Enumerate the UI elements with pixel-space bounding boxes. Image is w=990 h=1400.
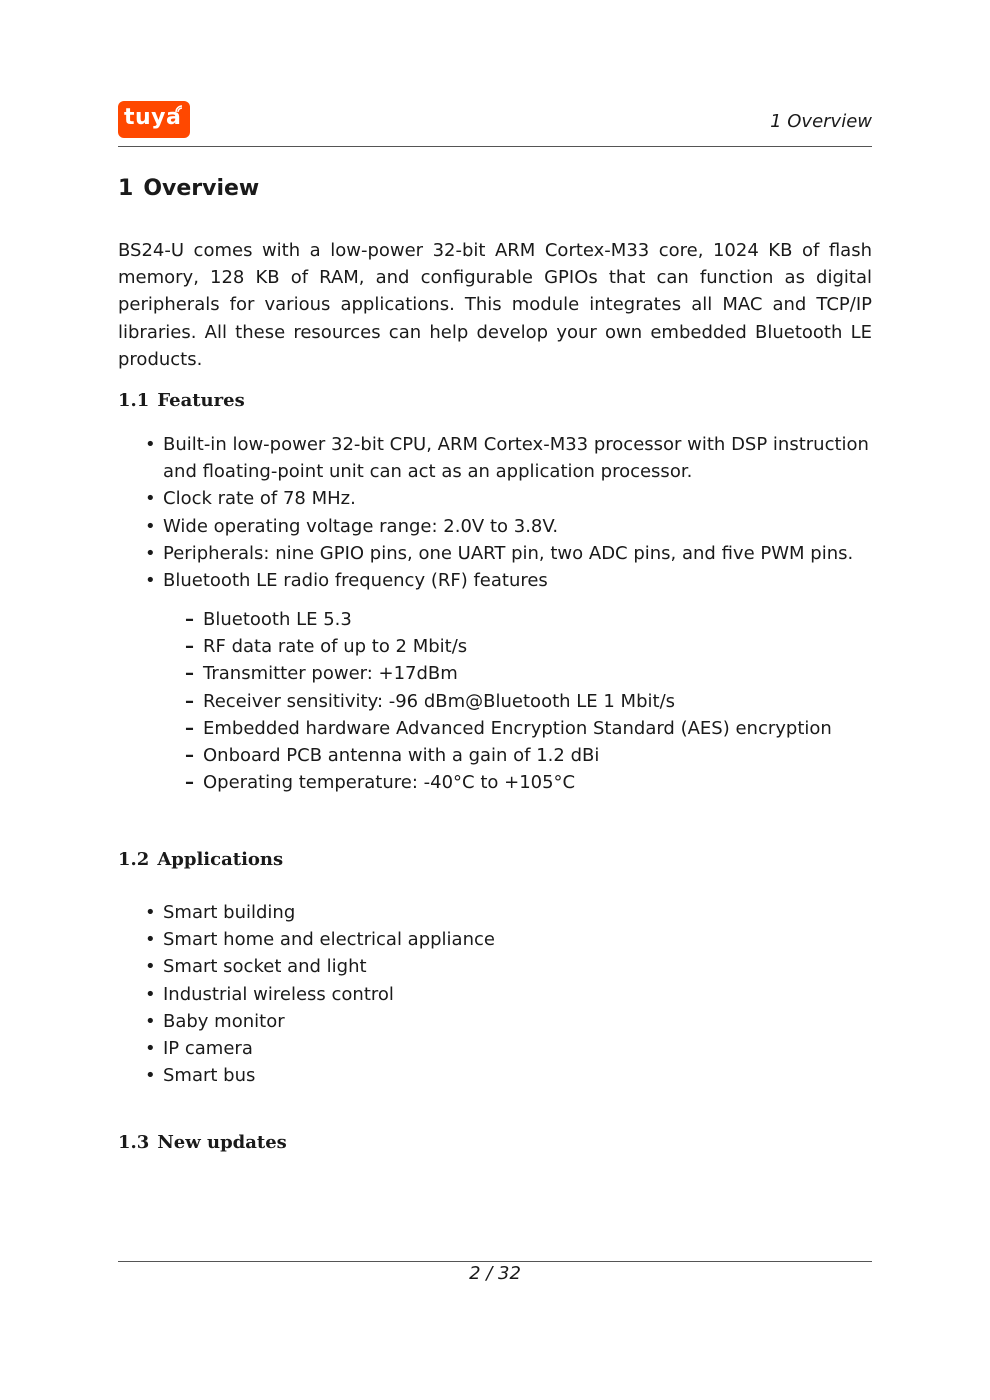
- list-item: • Clock rate of 78 MHz.: [145, 485, 875, 512]
- applications-title: Applications: [157, 849, 284, 870]
- footer-divider: [118, 1261, 872, 1262]
- applications-list: [145, 899, 875, 1089]
- list-item: – Bluetooth LE 5.3: [185, 606, 832, 633]
- intro-paragraph: BS24-U comes with a low-power 32-bit ARM Cortex-M33 core, 1024 KB of flash memory, 128 KB of RAM, and configurable GPIOs that can function as digital peripherals for various applications. This module integrates all MAC and TCP/IP libraries. All these resources can help develop your own embedded Bluetooth LE products.: [118, 240, 872, 370]
- logo-text: tuya: [124, 105, 182, 130]
- list-item: • Bluetooth LE radio frequency (RF) features: [145, 567, 875, 594]
- running-head: 1 Overview: [770, 111, 872, 132]
- list-item: • Smart bus: [145, 1062, 875, 1089]
- list-item: • Peripherals: nine GPIO pins, one UART pin, two ADC pins, and five PWM pins.: [145, 540, 875, 567]
- list-item: – Operating temperature: -40°C to +105°C: [185, 769, 832, 796]
- rf-features-list: [185, 606, 832, 796]
- list-item: • Smart home and electrical appliance: [145, 926, 875, 953]
- features-list: [145, 431, 875, 594]
- list-item: • Built-in low-power 32-bit CPU, ARM Cortex-M33 processor with DSP instruction and floating-point unit can act as an application processor.: [145, 431, 875, 485]
- list-item: • Industrial wireless control: [145, 981, 875, 1008]
- features-heading: [118, 390, 245, 411]
- section-number: 1: [118, 176, 134, 201]
- features-number: 1.1: [118, 390, 150, 411]
- list-item: – Receiver sensitivity: -96 dBm@Bluetooth LE 1 Mbit/s: [185, 688, 832, 715]
- applications-heading: [118, 849, 283, 870]
- list-item: • Smart socket and light: [145, 953, 875, 980]
- wifi-wave-icon: [174, 104, 184, 114]
- new-updates-number: 1.3: [118, 1132, 150, 1153]
- features-title: Features: [157, 390, 245, 411]
- section-title-text: Overview: [143, 176, 260, 201]
- tuya-logo: [118, 101, 190, 138]
- applications-number: 1.2: [118, 849, 150, 870]
- header-divider: [118, 146, 872, 147]
- list-item: – Onboard PCB antenna with a gain of 1.2 dBi: [185, 742, 832, 769]
- page-number: 2 / 32: [469, 1263, 521, 1284]
- list-item: • Smart building: [145, 899, 875, 926]
- new-updates-heading: [118, 1132, 287, 1153]
- list-item: • Wide operating voltage range: 2.0V to 3.8V.: [145, 513, 875, 540]
- list-item: – Embedded hardware Advanced Encryption Standard (AES) encryption: [185, 715, 832, 742]
- list-item: • IP camera: [145, 1035, 875, 1062]
- list-item: – RF data rate of up to 2 Mbit/s: [185, 633, 832, 660]
- list-item: – Transmitter power: +17dBm: [185, 660, 832, 687]
- new-updates-title: New updates: [157, 1132, 287, 1153]
- list-item: • Baby monitor: [145, 1008, 875, 1035]
- section-title: [118, 176, 259, 201]
